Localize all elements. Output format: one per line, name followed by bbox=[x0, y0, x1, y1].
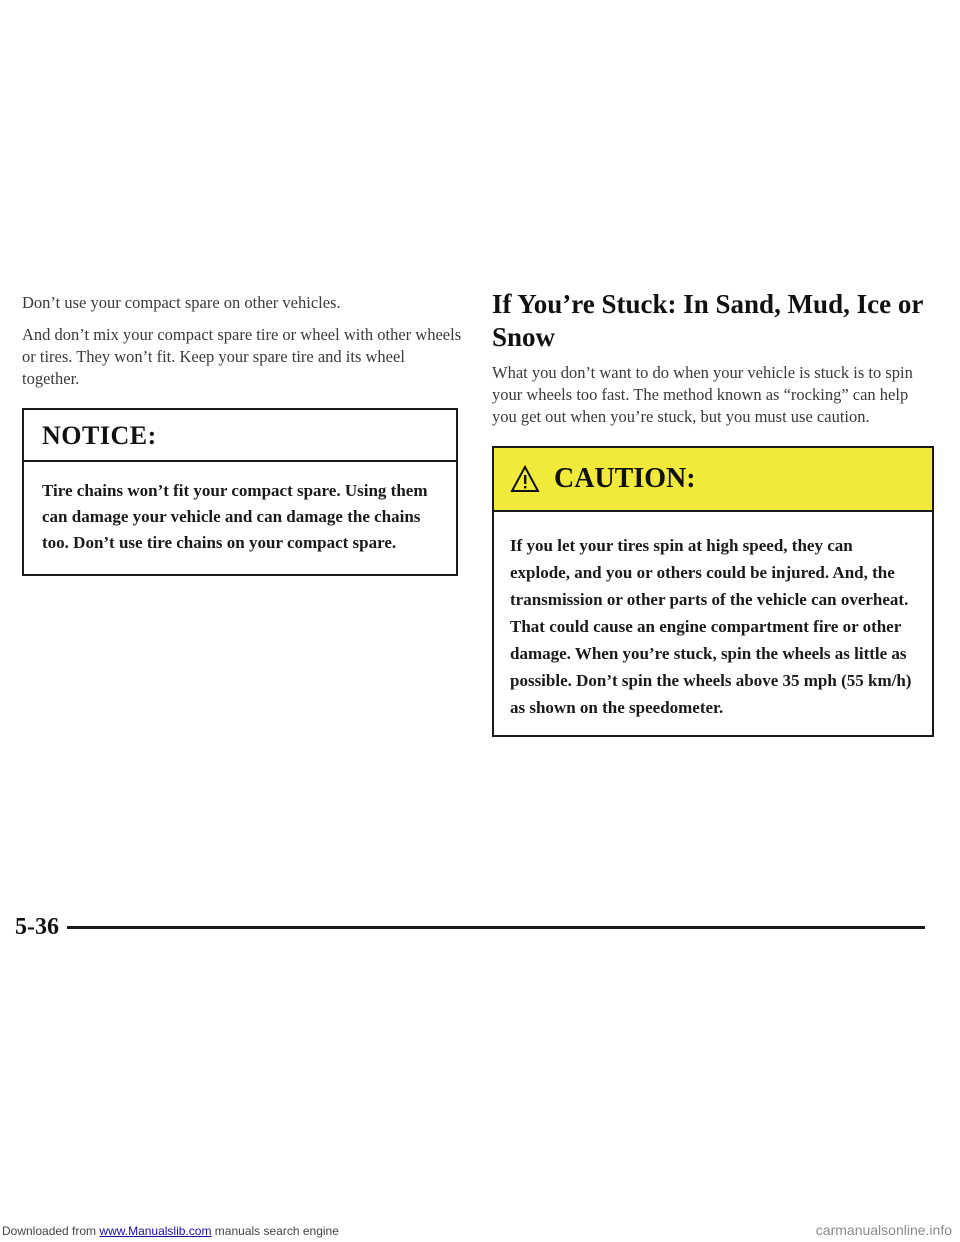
watermark-text: carmanualsonline.info bbox=[815, 1222, 952, 1238]
caution-header bbox=[494, 448, 932, 512]
warning-triangle-icon bbox=[510, 465, 540, 493]
right-column bbox=[492, 289, 932, 737]
download-suffix: manuals search engine bbox=[214, 1224, 339, 1238]
caution-title: CAUTION: bbox=[554, 463, 696, 494]
rocking-paragraph: What you don’t want to do when your vehicle is stuck is to spin your wheels too fast. The method known as “rocking” can help you get out when you’re stuck, but you must use caution. bbox=[492, 363, 913, 426]
caution-box bbox=[492, 446, 934, 737]
page-number: 5-36 bbox=[15, 914, 59, 940]
compact-spare-paragraph-1: Don’t use your compact spare on other vehicles. bbox=[22, 293, 341, 312]
download-bar bbox=[0, 1220, 960, 1242]
left-column bbox=[22, 292, 462, 576]
footer-rule bbox=[67, 926, 925, 929]
compact-spare-paragraph-2: And don’t mix your compact spare tire or wheel with other wheels or tires. They won’t fit. Keep your spare tire and its wheel together. bbox=[22, 325, 462, 388]
notice-title: NOTICE: bbox=[24, 410, 456, 462]
download-prefix: Downloaded from bbox=[2, 1224, 97, 1238]
notice-body: Tire chains won’t fit your compact spare. Using them can damage your vehicle and can damage the chains too. Don’t use tire chains on your compact spare. bbox=[42, 481, 428, 552]
page-footer bbox=[15, 914, 925, 941]
notice-box bbox=[22, 408, 458, 576]
caution-body: If you let your tires spin at high speed, they can explode, and you or others could be injured. And, the transmission or other parts of the vehicle can overheat. That could cause an engine compartment fire or other damage. When you’re stuck, spin the wheels as little as possible. Don’t spin the wheels above 35 mph (55 km/h) as shown on the speedometer. bbox=[510, 536, 912, 717]
download-credit bbox=[2, 1224, 339, 1238]
manualslib-link[interactable]: www.Manualslib.com bbox=[99, 1224, 212, 1238]
section-heading: If You’re Stuck: In Sand, Mud, Ice or Snow bbox=[492, 289, 923, 352]
